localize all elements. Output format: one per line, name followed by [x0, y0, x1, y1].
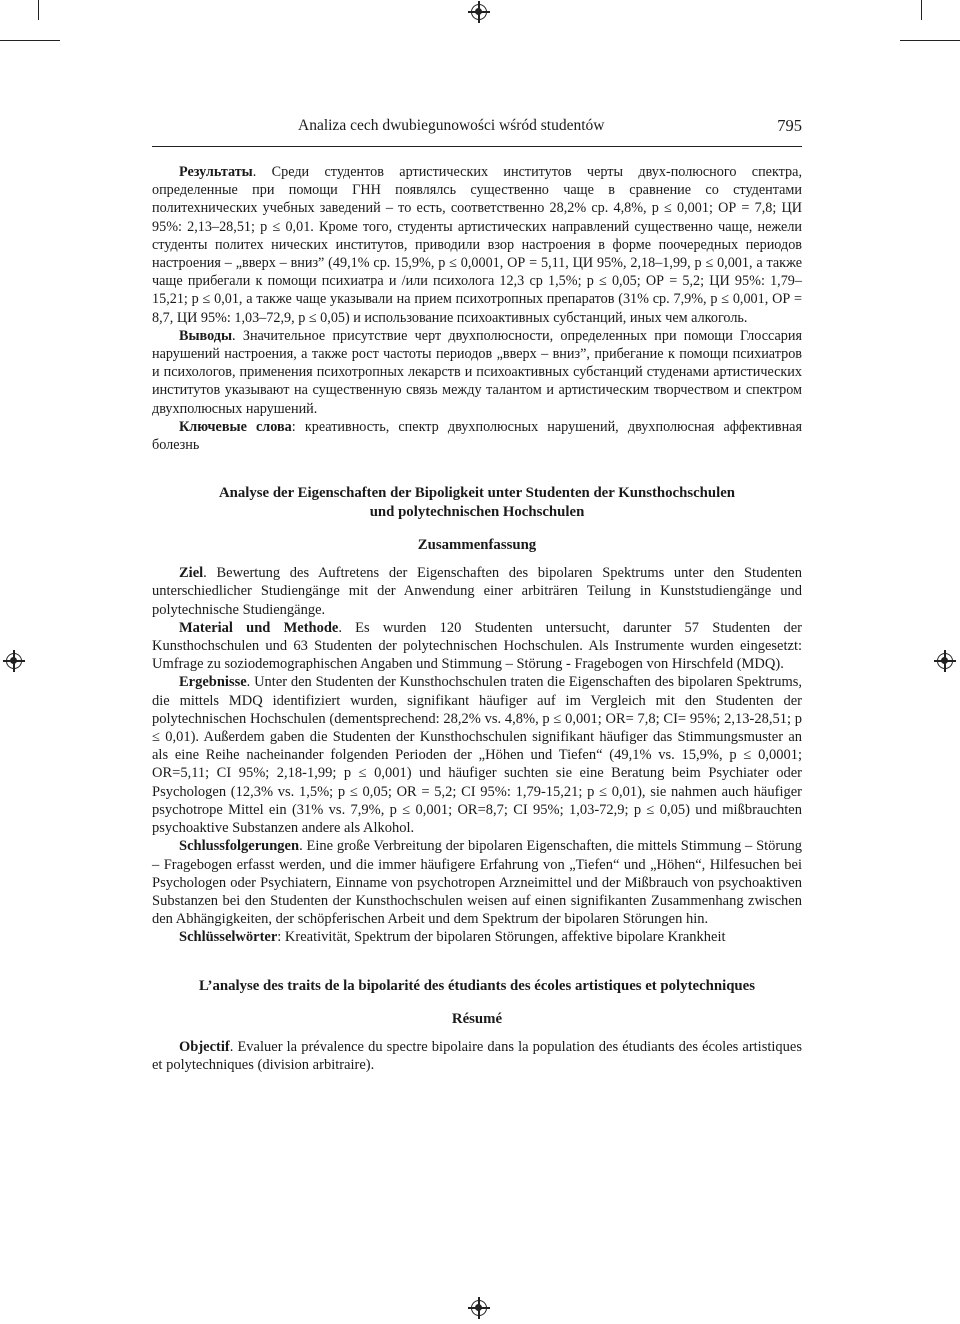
fr-summary-heading: Résumé — [451, 1010, 503, 1027]
de-results-paragraph — [152, 673, 802, 837]
de-title-line-1: Analyse der Eigenschaften der Bipoligkeit unter Studenten der Kunsthochschulen — [218, 485, 736, 502]
ru-keywords-text: : креативность, спектр двухполюсных нарушений, двухполюсная аффективная болезнь — [152, 418, 802, 454]
de-conclusions-paragraph — [152, 837, 802, 928]
de-results-text: . Unter den Studenten der Kunsthochschulen traten die Eigenschaften des bipolaren Spektrums, die mittels MDQ identifiziert wurden, signifikant häufiger auf im Vergleich mit den Studenten der polytechnischen Hochschulen (dementsprechend: 28,2% vs. 4,8%, p ≤ 0,001; OR= 7,8; CI= 95%; 2,13-28,51; p ≤ 0,01). Außerdem gaben die Studenten der Kunsthochschulen signifikant häufiger das Stimmungsmuster an als eine Reihe nacheinander folgenden Perioden der „Höhen und Tiefen“ (49,1% vs. 15,9%, p ≤ 0,0001; OR=5,11; CI 95%; 2,18-1,99; p ≤ 0,001) und häufiger suchten sie eine Beratung beim Psychiater oder Psychologen (12,3% vs. 1,5%; p ≤ 0,05; OR = 5,2; CI 95%: 1,79-15,21; p ≤ 0,01), sie nahmen auch häufiger psychotrope Mittel ein (31% vs. 7,9%, p ≤ 0,001; OR=8,7; CI 95%; 1,03-72,9; p ≤ 0,05) und mißbrauchten psychoaktive Substanzen andere als Alkohol. — [152, 674, 802, 837]
de-method-text: . Es wurden 120 Studenten untersucht, darunter 57 Studenten der Kunsthochschulen und 63 Studenten der polytechnischen Hochschulen. Als Instrumente wurden eingesetzt: Umfrage zu soziodemographischen Angaben und Stimmung – Störung - Fragebogen von Hirschfeld (MDQ). — [152, 619, 802, 673]
ru-keywords-label: Ключевые слова — [179, 418, 292, 435]
article-body — [152, 163, 802, 1074]
de-results-label: Ergebnisse — [179, 674, 247, 691]
running-header — [152, 117, 802, 139]
de-method-label: Material und Methode — [179, 619, 339, 636]
de-method-paragraph — [152, 619, 802, 674]
running-title: Analiza cech dwubiegunowości wśród studentów — [298, 117, 605, 134]
ru-keywords-paragraph — [152, 418, 802, 454]
de-aim-text: . Bewertung des Auftretens der Eigenschaften des bipolaren Spektrums unter den Studenten unterschiedlicher Studiengänge mit der Anwendung einer arbiträren Teilung in Kunststudiengänge und polytechnische Studiengänge. — [152, 565, 802, 618]
ru-conclusions-text: . Значительное присутствие черт двухполюсности, определенных при помощи Глоссария нарушений настроения, а также рост частоты периодов „вверх – вниз”, прибегание к помощи психиатров и психологов, применения психотропных лекарств и психоактивных субстанций студенами артистических институтов указывают на существенную связь между талантом и артистическим творчеством и спектром двухполюсных нарушений. — [152, 327, 802, 417]
ru-conclusions-paragraph — [152, 327, 802, 418]
crop-mark-top-right-vertical — [921, 0, 922, 20]
ru-results-label: Результаты — [179, 164, 253, 180]
fr-objective-paragraph — [152, 1038, 802, 1074]
de-aim-paragraph — [152, 564, 802, 619]
de-keywords-paragraph — [152, 928, 802, 946]
header-rule — [152, 146, 802, 147]
registration-mark-top-icon — [471, 4, 487, 20]
registration-mark-right-icon — [937, 653, 953, 669]
registration-mark-bottom-icon — [471, 1300, 487, 1316]
ru-results-paragraph — [152, 163, 802, 327]
de-title — [152, 484, 802, 522]
de-keywords-text: : Kreativität, Spektrum der bipolaren Störungen, affektive bipolare Krankheit — [277, 929, 726, 946]
de-conclusions-label: Schlussfolgerungen — [179, 838, 300, 855]
ru-conclusions-label: Выводы — [179, 327, 233, 344]
crop-mark-top-right — [900, 40, 960, 41]
de-keywords-label: Schlüsselwörter — [179, 929, 278, 946]
crop-mark-top-left — [0, 40, 60, 41]
page-number: 795 — [777, 116, 802, 135]
fr-objective-text: . Evaluer la prévalence du spectre bipolaire dans la population des étudiants des écoles artistiques et polytechniques (division arbitraire). — [152, 1038, 802, 1073]
fr-objective-label: Objectif — [179, 1038, 230, 1055]
fr-title: L’analyse des traits de la bipolarité des étudiants des écoles artistiques et polytechniques — [199, 977, 755, 994]
de-conclusions-text: . Eine große Verbreitung der bipolaren Eigenschaften, die mittels Stimmung – Störung – Fragebogen erfasst werden, und die immer häufigere Erfahrung von „Tiefen“ und „Höhen“, Hilfesuchen bei Psychologen oder Psychiatern, Einname von psychotropen Arzneimittel und der Mißbrauch von psychoaktiven Substanzen bei den Studenten der Kunsthochschulen weisen auf einen signifikanten Zusammenhang zwischen den Abhängigkeiten, der schöpferischen Arbeit und dem Spektrum der bipolaren Störungen hin. — [152, 838, 802, 928]
de-aim-label: Ziel — [179, 565, 204, 582]
ru-results-text: . Среди студентов артистических институтов черты двух-полюсного спектра, определенные при помощи ГНН появлялсь существенно чаще в сравнение со студентами политехнических учебных заведений – то есть, соответственно 28,2% ср. 4,8%, p ≤ 0,001; ОР = 7,8; ЦИ 95%: 2,13–28,51; p ≤ 0,01. Кроме того, студенты артистических направлений существенно чаще, нежели студенты политех нических институтов, приводили взор настроения в форме поочередных периодов настроения – „вверх – вниз” (49,1% ср. 15,9%, p ≤ 0,0001, ОР = 5,11, ЦИ 95%, 2,18–1,99, p ≤ 0,001, а также чаще прибегали к помощи психиатра и /или психолога 12,3 ср 1,5%; p ≤ 0,05; ОР = 5,2; ЦИ 95%: 1,79–15,21; p ≤ 0,01, а также чаще указывали на прием психотропных препаратов (31% ср. 7,9%, p ≤ 0,001, ОР = 8,7, ЦИ 95%: 1,03–72,9, p ≤ 0,05) и использование психоактивных субстанций, иных чем алкоголь. — [152, 164, 802, 326]
de-summary-heading: Zusammenfassung — [417, 537, 537, 554]
crop-mark-top-left-vertical — [38, 0, 39, 20]
de-title-line-2: und polytechnischen Hochschulen — [369, 504, 585, 521]
registration-mark-left-icon — [6, 653, 22, 669]
